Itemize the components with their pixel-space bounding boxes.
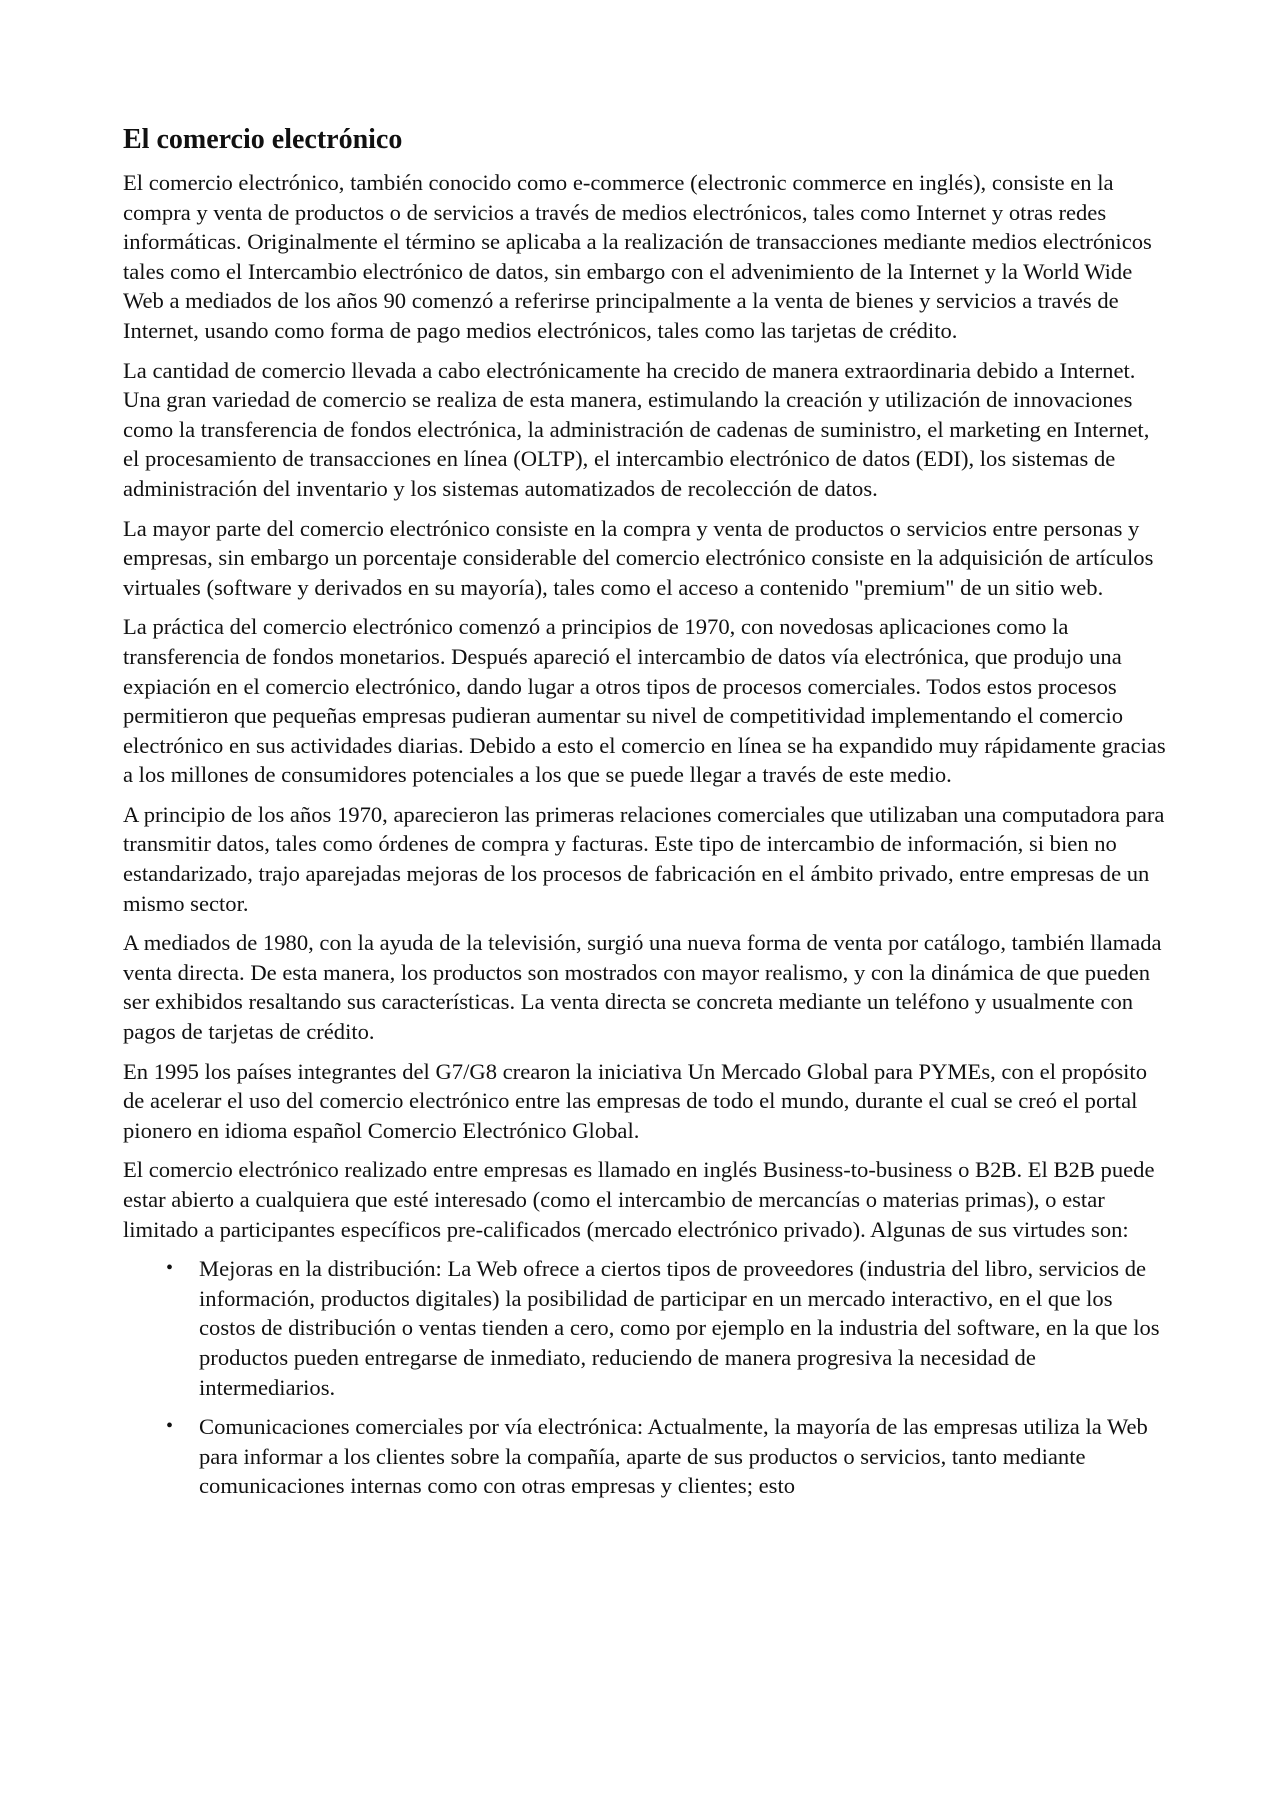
paragraph-7: En 1995 los países integrantes del G7/G8 crearon la iniciativa Un Mercado Global para PYMEs, con el propósito de acelerar el uso del comercio electrónico entre las empresas de todo el mundo, durante el cual se creó el portal pionero en idioma español Comercio Electrónico Global. bbox=[123, 1058, 1147, 1143]
list-item bbox=[123, 1254, 1168, 1402]
paragraph-2: La cantidad de comercio llevada a cabo electrónicamente ha crecido de manera extraordinaria debido a Internet. Una gran variedad de comercio se realiza de esta manera, estimulando la creación y utilización de innovaciones como la transferencia de fondos electrónica, la administración de cadenas de suministro, el marketing en Internet, el procesamiento de transacciones en línea (OLTP), el intercambio electrónico de datos (EDI), los sistemas de administración del inventario y los sistemas automatizados de recolección de datos. bbox=[123, 357, 1150, 501]
paragraph-5: A principio de los años 1970, aparecieron las primeras relaciones comerciales que utilizaban una computadora para transmitir datos, tales como órdenes de compra y facturas. Este tipo de intercambio de información, si bien no estandarizado, trajo aparejadas mejoras de los procesos de fabricación en el ámbito privado, entre empresas de un mismo sector. bbox=[123, 801, 1165, 916]
list-item-text: Comunicaciones comerciales por vía electrónica: Actualmente, la mayoría de las empresas utiliza la Web para informar a los clientes sobre la compañía, aparte de sus productos o servicios, tanto mediante comunicaciones internas como con otras empresas y clientes; esto bbox=[199, 1414, 1148, 1499]
virtues-list bbox=[123, 1254, 1168, 1501]
paragraph-8: El comercio electrónico realizado entre empresas es llamado en inglés Business-to-business o B2B. El B2B puede estar abierto a cualquiera que esté interesado (como el intercambio de mercancías o materias primas), o estar limitado a participantes específicos pre-calificados (mercado electrónico privado). Algunas de sus virtudes son: bbox=[123, 1157, 1155, 1242]
document-page bbox=[123, 123, 1168, 1511]
paragraph-4: La práctica del comercio electrónico comenzó a principios de 1970, con novedosas aplicaciones como la transferencia de fondos monetarios. Después apareció el intercambio de datos vía electrónica, que produjo una expiación en el comercio electrónico, dando lugar a otros tipos de procesos comerciales. Todos estos procesos permitieron que pequeñas empresas pudieran aumentar su nivel de competitividad implementando el comercio electrónico en sus actividades diarias. Debido a esto el comercio en línea se ha expandido muy rápidamente gracias a los millones de consumidores potenciales a los que se puede llegar a través de este medio. bbox=[123, 614, 1166, 788]
paragraph-3: La mayor parte del comercio electrónico consiste en la compra y venta de productos o servicios entre personas y empresas, sin embargo un porcentaje considerable del comercio electrónico consiste en la adquisición de artículos virtuales (software y derivados en su mayoría), tales como el acceso a contenido "premium" de un sitio web. bbox=[123, 515, 1154, 600]
page-title: El comercio electrónico bbox=[123, 124, 403, 155]
list-item bbox=[123, 1412, 1168, 1501]
bullet-icon: • bbox=[166, 1415, 174, 1438]
paragraph-6: A mediados de 1980, con la ayuda de la televisión, surgió una nueva forma de venta por catálogo, también llamada venta directa. De esta manera, los productos son mostrados con mayor realismo, y con la dinámica de que pueden ser exhibidos resaltando sus características. La venta directa se concreta mediante un teléfono y usualmente con pagos de tarjetas de crédito. bbox=[123, 930, 1162, 1045]
bullet-icon: • bbox=[166, 1257, 174, 1280]
paragraph-1: El comercio electrónico, también conocido como e-commerce (electronic commerce en inglés), consiste en la compra y venta de productos o de servicios a través de medios electrónicos, tales como Internet y otras redes informáticas. Originalmente el término se aplicaba a la realización de transacciones mediante medios electrónicos tales como el Intercambio electrónico de datos, sin embargo con el advenimiento de la Internet y la World Wide Web a mediados de los años 90 comenzó a referirse principalmente a la venta de bienes y servicios a través de Internet, usando como forma de pago medios electrónicos, tales como las tarjetas de crédito. bbox=[123, 170, 1152, 343]
list-item-text: Mejoras en la distribución: La Web ofrece a ciertos tipos de proveedores (industria del libro, servicios de información, productos digitales) la posibilidad de participar en un mercado interactivo, en el que los costos de distribución o ventas tienden a cero, como por ejemplo en la industria del software, en la que los productos pueden entregarse de inmediato, reduciendo de manera progresiva la necesidad de intermediarios. bbox=[199, 1256, 1160, 1400]
